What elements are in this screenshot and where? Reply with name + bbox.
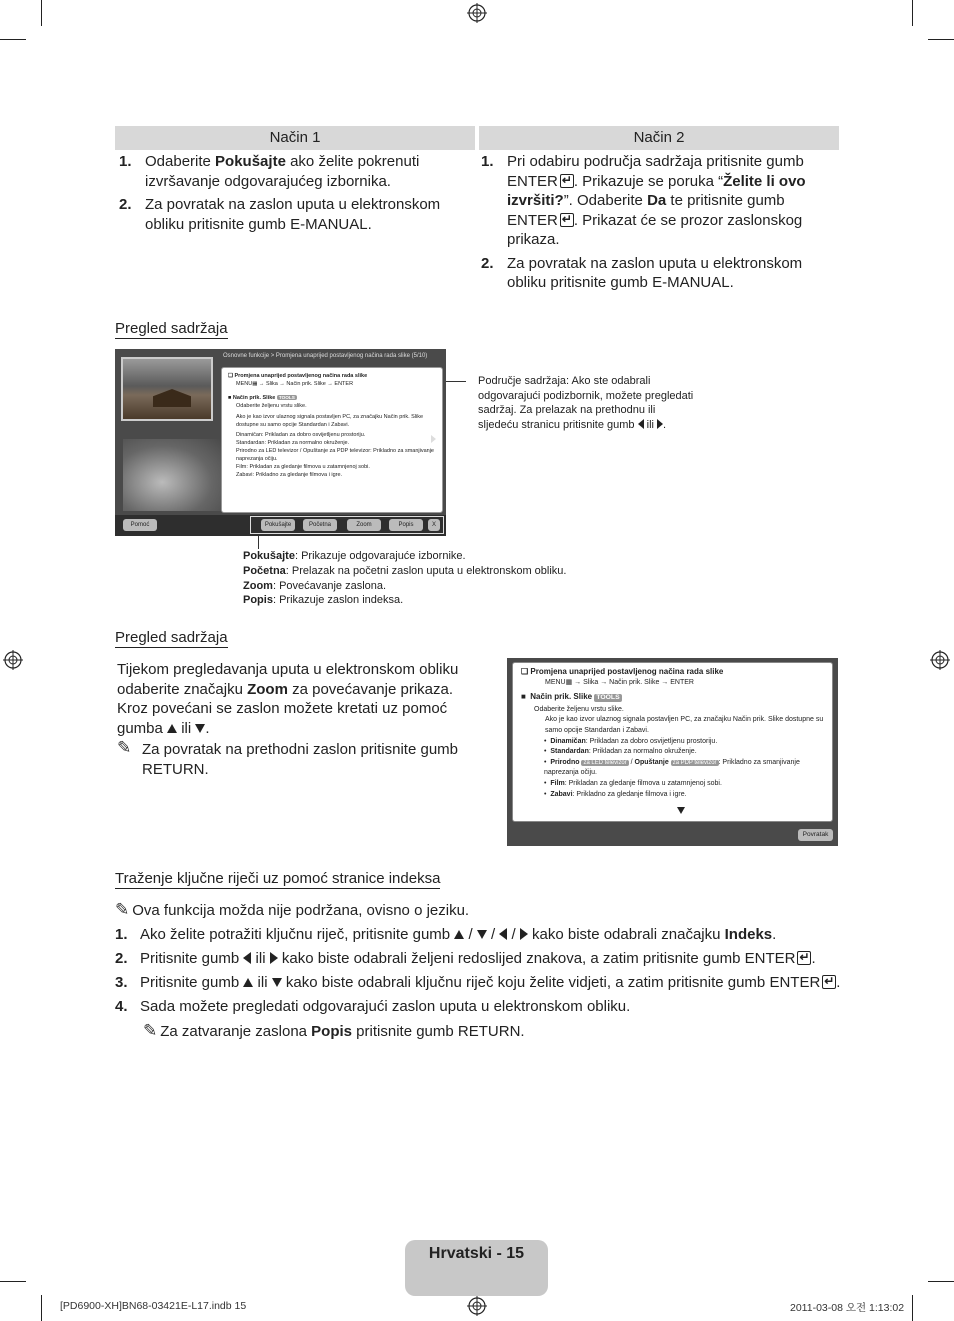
return-note: ✎ Za povratak na prethodni zaslon pritisnite gumb RETURN. bbox=[117, 738, 459, 778]
breadcrumb: Osnovne funkcije > Promjena unaprijed postavljenog načina rada slike (5/10) bbox=[223, 353, 428, 359]
method-1-step-2: 2. Za povratak na zaslon uputa u elektronskom obliku pritisnite gumb E-MANUAL. bbox=[119, 196, 441, 233]
index-search-steps bbox=[115, 900, 845, 1046]
registration-mark-icon bbox=[3, 650, 23, 670]
home-button[interactable]: Početna bbox=[303, 519, 337, 531]
file-info: [PD6900-XH]BN68-03421E-L17.indb 15 bbox=[60, 1300, 247, 1312]
method-1-column bbox=[115, 152, 475, 238]
registration-mark-icon bbox=[467, 1296, 487, 1316]
zoomed-content-area[interactable] bbox=[512, 662, 833, 822]
submenu-title: ■ Način prik. Slike TOOLS bbox=[228, 395, 295, 401]
zoom-button[interactable]: Zoom bbox=[347, 519, 381, 531]
left-arrow-icon bbox=[499, 928, 507, 940]
right-arrow-icon bbox=[520, 928, 528, 940]
method-2-step-2: 2. Za povratak na zaslon uputa u elektronskom obliku pritisnite gumb E-MANUAL. bbox=[481, 254, 803, 291]
option-item: • Zabavi: Prikladno za gledanje filmova i igre. bbox=[544, 790, 687, 798]
enter-icon bbox=[560, 174, 574, 188]
submenu-note: Ako je kao izvor ulaznog signala postavljen PC, za značajku Način prik. Slike dostupne su samo opcije Standardan i Zabavi. bbox=[545, 716, 824, 734]
option-list bbox=[521, 737, 824, 801]
content-area-callout: Područje sadržaja: Ako ste odabrali odgovarajući podizbornik, možete pregledati sadržaj. Za prelazak na prethodnu ili sljedeću stranicu pritisnite gumb ili . bbox=[478, 375, 694, 432]
button-group-highlight bbox=[250, 516, 444, 534]
note-pencil-icon: ✎ bbox=[143, 1021, 158, 1040]
option-list bbox=[228, 431, 436, 479]
crop-mark bbox=[41, 0, 42, 26]
legend-item: Popis: Prikazuje zaslon indeksa. bbox=[243, 594, 404, 607]
method-2-column bbox=[477, 152, 839, 297]
close-button[interactable]: X bbox=[428, 519, 440, 531]
submenu-note: Ako je kao izvor ulaznog signala postavljen PC, za značajku Način prik. Slike dostupne su samo opcije Standardan i Zabavi. bbox=[236, 414, 424, 428]
step-3: 3. Pritisnite gumb ili kako biste odabrali ključnu riječ koju želite vidjeti, a zatim pritisnite gumb ENTER↵ . bbox=[115, 973, 845, 993]
down-arrow-icon bbox=[272, 978, 282, 987]
page-number-tab: Hrvatski - 15 bbox=[405, 1240, 548, 1296]
submenu-description: Odaberite željenu vrstu slike. bbox=[236, 403, 307, 409]
crop-mark bbox=[928, 1281, 954, 1282]
language-note: ✎ Ova funkcija možda nije podržana, ovisno o jeziku. bbox=[115, 900, 470, 919]
down-arrow-icon bbox=[477, 930, 487, 939]
option-item: Zabavi: Prikladno za gledanje filmova i igre. bbox=[236, 472, 343, 478]
right-arrow-icon bbox=[270, 952, 278, 964]
legend-item: Početna: Prelazak na početni zaslon uputa u elektronskom obliku. bbox=[243, 564, 567, 577]
section-title-index-search: Traženje ključne riječi uz pomoć stranice indeksa bbox=[115, 870, 441, 887]
option-item: Standardan: Prikladan za normalno okruženje. bbox=[236, 440, 350, 446]
callout-line bbox=[446, 381, 466, 382]
option-item: • Film: Prikladan za gledanje filmova u zatamnjenoj sobi. bbox=[544, 779, 722, 787]
step-2: 2. Pritisnite gumb ili kako biste odabrali željeni redoslijed znakova, a zatim pritisnite gumb ENTER↵ . bbox=[115, 949, 845, 969]
section-title-content-preview-1: Pregled sadržaja bbox=[115, 320, 228, 337]
zoom-paragraph: Tijekom pregledavanja uputa u elektronskom obliku odaberite značajku Zoom za povećavanje prikaza. Kroz povećani se zaslon možete kretati uz pomoć gumba ili . bbox=[117, 661, 459, 737]
submenu-title: ■ Način prik. Slike TOOLS bbox=[521, 692, 620, 702]
thumbnail-image bbox=[121, 357, 213, 421]
option-item: • Dinamičan: Prikladan za dobro osvijetljenu prostoriju. bbox=[544, 737, 718, 745]
callout-line bbox=[258, 536, 259, 549]
enter-icon bbox=[822, 975, 836, 989]
e-manual-screen-mockup bbox=[115, 349, 446, 536]
up-arrow-icon bbox=[454, 930, 464, 939]
menu-path: MENU▦ → Slika → Način prik. Slike → ENTER bbox=[545, 678, 694, 686]
registration-mark-icon bbox=[467, 3, 487, 23]
menu-path: MENU▦ → Slika → Način prik. Slike → ENTER bbox=[236, 381, 354, 387]
button-legend bbox=[243, 549, 566, 608]
print-timestamp: 2011-03-08 오전 1:13:02 bbox=[790, 1302, 905, 1314]
e-manual-button-label: E-MANUAL bbox=[290, 215, 368, 233]
crop-mark bbox=[912, 1295, 913, 1321]
note-pencil-icon: ✎ bbox=[115, 900, 130, 919]
legend-item: Pokušajte: Prikazuje odgovarajuće izbornike. bbox=[243, 550, 466, 562]
section-title-content-preview-2: Pregled sadržaja bbox=[115, 629, 228, 646]
down-arrow-icon bbox=[195, 724, 205, 733]
legend-item: Zoom: Povećavanje zaslona. bbox=[243, 579, 387, 592]
scroll-down-icon[interactable] bbox=[677, 807, 685, 819]
option-item: • Standardan: Prikladan za normalno okruženje. bbox=[544, 748, 697, 756]
help-button[interactable]: Pomoć bbox=[123, 519, 157, 531]
zoomed-screen-mockup bbox=[507, 658, 838, 846]
step-4: 4. Sada možete pregledati odgovarajući zaslon uputa u elektronskom obliku. bbox=[115, 998, 631, 1015]
option-item: Prirodno za LED televizor / Opuštanje za PDP televizor: Prikladno za smanjivanje naprezanja očiju. bbox=[236, 448, 434, 462]
panel-title: ❑ Promjena unaprijed postavljenog načina rada slike bbox=[521, 667, 724, 676]
next-page-arrow-icon[interactable] bbox=[431, 435, 436, 443]
crop-mark bbox=[928, 39, 954, 40]
right-arrow-icon bbox=[657, 419, 663, 429]
return-button-label: RETURN bbox=[142, 760, 205, 778]
up-arrow-icon bbox=[167, 724, 177, 733]
index-button[interactable]: Popis bbox=[389, 519, 423, 531]
crop-mark bbox=[0, 39, 26, 40]
option-item: • Prirodno za LED televizor / Opuštanje za PDP televizor : Prikladno za smanjivanje naprezanja očiju. bbox=[544, 758, 800, 777]
return-button-label: RETURN bbox=[457, 1023, 521, 1040]
enter-icon bbox=[560, 213, 574, 227]
enter-icon bbox=[797, 951, 811, 965]
try-button[interactable]: Pokušajte bbox=[261, 519, 295, 531]
option-item: Dinamičan: Prikladan za dobro osvijetljenu prostoriju. bbox=[236, 432, 366, 438]
method-2-step-1: 1. Pri odabiru područja sadržaja pritisnite gumb ENTER↵ . Prikazuje se poruka “Želite li ovo izvršiti?”. Odaberite Da te pritisnite gumb ENTER↵ . Prikazat će se prozor zaslonskog prikaza. bbox=[477, 152, 839, 250]
method-2-header: Način 2 bbox=[479, 126, 839, 150]
crop-mark bbox=[0, 1281, 26, 1282]
content-area[interactable] bbox=[221, 367, 443, 513]
submenu-description: Odaberite željenu vrstu slike. bbox=[534, 705, 624, 713]
option-item: Film: Prikladan za gledanje filmova u zatamnjenoj sobi. bbox=[236, 464, 370, 470]
crop-mark bbox=[912, 0, 913, 26]
return-button[interactable]: Povratak bbox=[798, 829, 833, 841]
panel-title: ❑ Promjena unaprijed postavljenog načina rada slike bbox=[228, 373, 368, 379]
method-1-header: Način 1 bbox=[115, 126, 475, 150]
method-1-step-1: 1. Odaberite Pokušajte ako želite pokrenuti izvršavanje odgovarajućeg izbornika. bbox=[119, 153, 420, 190]
close-index-note: ✎ Za zatvaranje zaslona Popis pritisnite gumb RETURN. bbox=[143, 1021, 525, 1040]
note-pencil-icon: ✎ bbox=[117, 738, 132, 757]
up-arrow-icon bbox=[243, 978, 253, 987]
registration-mark-icon bbox=[930, 650, 950, 670]
crop-mark bbox=[41, 1295, 42, 1321]
e-manual-button-label: E-MANUAL bbox=[652, 274, 730, 291]
tv-illustration bbox=[123, 439, 221, 511]
step-1: 1. Ako želite potražiti ključnu riječ, pritisnite gumb / / / kako biste odabrali značajku Indeks. bbox=[115, 926, 777, 943]
